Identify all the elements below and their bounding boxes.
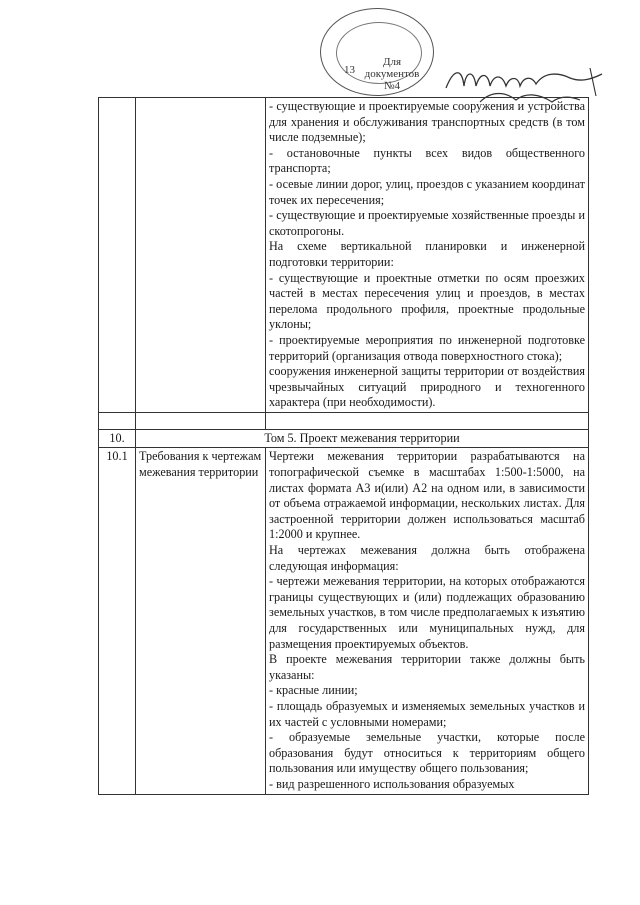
paragraph: - чертежи межевания территории, на которых отображаются границы существующих и (или) подлежащих образованию земельных участков, в том числе предполагаемых к изъятию для государственных или муниципальных нужд, для размещения проектируемых объектов. xyxy=(269,574,585,651)
paragraph: - существующие и проектируемые сооружения и устройства для хранения и обслуживания транспортных средств (в том числе подземные); xyxy=(269,99,585,145)
empty-cell xyxy=(99,412,136,429)
paragraph: В проекте межевания территории также должны быть указаны: xyxy=(269,652,585,682)
paragraph: - существующие и проектные отметки по осям проезжих частей в местах пересечения улиц и проездов, в местах перелома продольного профиля, проектные продольные уклоны; xyxy=(269,270,585,332)
table-row xyxy=(99,448,589,794)
paragraph: На схеме вертикальной планировки и инженерной подготовки территории: xyxy=(269,239,585,269)
stamp-text-line1: Для xyxy=(382,56,402,68)
table-row xyxy=(99,429,589,448)
section-title: Том 5. Проект межевания территории xyxy=(136,429,589,448)
paragraph: - существующие и проектируемые хозяйственные проезды и скотопрогоны. xyxy=(269,208,585,238)
stamp-text xyxy=(352,56,432,92)
item-label: Требования к чертежам межевания территории xyxy=(136,448,266,794)
paragraph: - площадь образуемых и изменяемых земельных участков и их частей с условными номерами; xyxy=(269,698,585,729)
stamp-number: №4 xyxy=(384,80,400,92)
paragraph: Чертежи межевания территории разрабатываются на топографической съемке в масштабах 1:500-1:5000, на листах формата А3 и(или) А2 на одном или, в зависимости от объема отражаемой информации, нескольких листах. Для застроенной территории должен использоваться масштаб 1:2000 и крупнее. xyxy=(269,449,585,542)
paragraph: сооружения инженерной защиты территории от воздействия чрезвычайных ситуаций природного и техногенного характера (при необходимости). xyxy=(269,364,585,410)
paragraph: - красные линии; xyxy=(269,683,358,698)
paragraph: - проектируемые мероприятия по инженерной подготовке территорий (организация отвода поверхностного стока); xyxy=(269,332,585,363)
stamp-text-line2: документов xyxy=(364,68,420,80)
section-number: 10. xyxy=(99,429,136,448)
empty-cell xyxy=(136,412,266,429)
cell-label xyxy=(136,98,266,413)
table-row xyxy=(99,98,589,413)
stamp-page-number: 13 xyxy=(344,64,355,76)
paragraph: На чертежах межевания должна быть отображена следующая информация: xyxy=(269,543,585,573)
cell-content xyxy=(266,98,589,413)
document-table xyxy=(98,97,589,795)
paragraph: - вид разрешенного использования образуемых xyxy=(269,776,515,791)
paragraph: - осевые линии дорог, улиц, проездов с указанием координат точек их пересечения; xyxy=(269,176,585,207)
item-content xyxy=(266,448,589,794)
paragraph: - образуемые земельные участки, которые после образования будут относиться к территориям общего пользования или имуществу общего пользования; xyxy=(269,730,585,776)
cell-number xyxy=(99,98,136,413)
paragraph: - остановочные пункты всех видов общественного транспорта; xyxy=(269,145,585,176)
item-number: 10.1 xyxy=(99,448,136,794)
table-row xyxy=(99,412,589,429)
empty-cell xyxy=(266,412,589,429)
